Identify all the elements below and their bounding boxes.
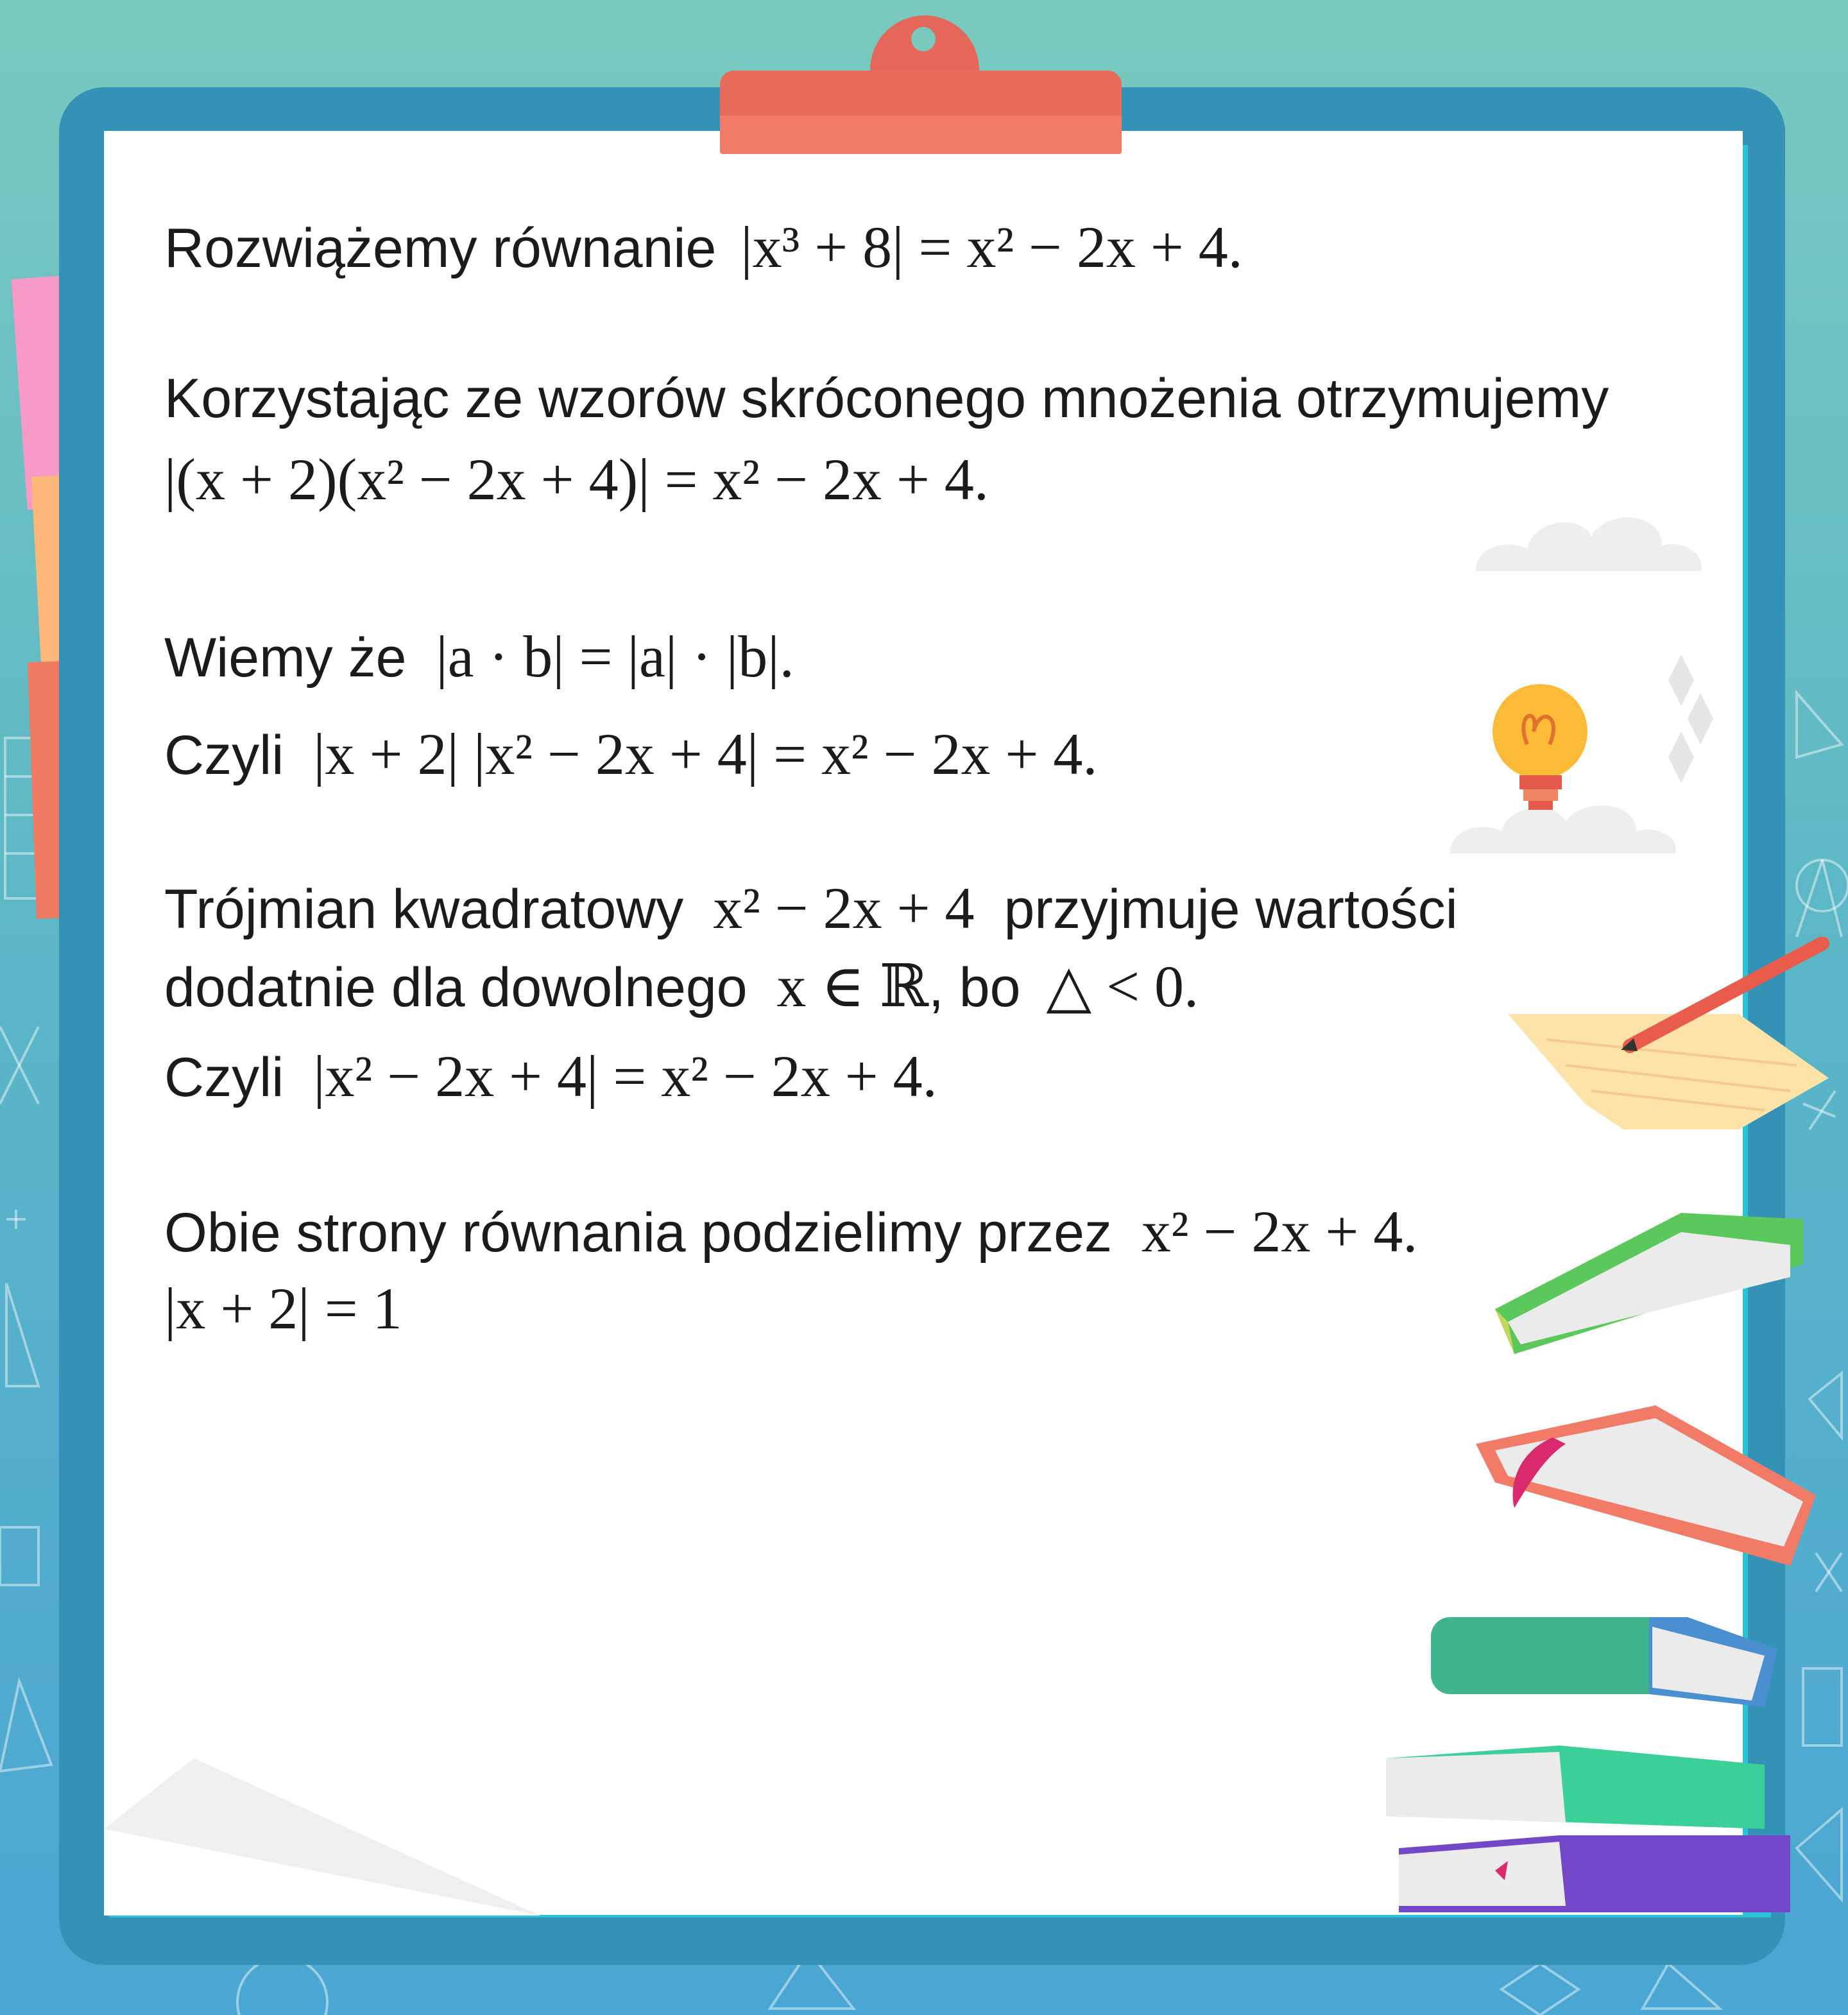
cloud-icon bbox=[1469, 501, 1713, 584]
line-5 bbox=[164, 719, 1097, 789]
line-9-text: Obie strony równania podzielimy przez bbox=[164, 1202, 1112, 1264]
line-10-math: |x + 2| = 1 bbox=[164, 1276, 402, 1341]
line-6-text-2: przyjmuje wartości bbox=[1004, 879, 1458, 940]
line-6-math: x² − 2x + 4 bbox=[713, 875, 975, 941]
book-red-icon bbox=[1469, 1405, 1822, 1572]
book-teal-icon bbox=[1431, 1611, 1777, 1713]
paper-curl bbox=[104, 1752, 553, 1919]
line-3-math: |(x + 2)(x² − 2x + 4)| = x² − 2x + 4. bbox=[164, 447, 989, 512]
diamonds-icon bbox=[1656, 655, 1726, 783]
line-9-math: x² − 2x + 4. bbox=[1141, 1199, 1418, 1264]
line-6-text: Trójmian kwadratowy bbox=[164, 879, 684, 940]
line-2 bbox=[164, 363, 1609, 434]
clip-hole bbox=[911, 27, 936, 51]
line-8 bbox=[164, 1041, 937, 1111]
line-7-text: dodatnie dla dowolnego bbox=[164, 957, 748, 1018]
line-9 bbox=[164, 1196, 1417, 1267]
clip-shade bbox=[720, 71, 1122, 116]
line-7-text-2: , bo bbox=[928, 957, 1021, 1018]
line-2-text: Korzystając ze wzorów skróconego mnożenia otrzymujemy bbox=[164, 368, 1609, 429]
line-7-math-2: △ < 0. bbox=[1046, 954, 1199, 1019]
line-7-math: x ∈ ℝ bbox=[776, 954, 929, 1019]
line-7 bbox=[164, 951, 1199, 1022]
line-6 bbox=[164, 873, 1458, 943]
line-4-math: |a · b| = |a| · |b|. bbox=[436, 624, 794, 689]
line-5-math: |x + 2| |x² − 2x + 4| = x² − 2x + 4. bbox=[313, 721, 1098, 787]
line-8-text: Czyli bbox=[164, 1047, 284, 1108]
line-8-math: |x² − 2x + 4| = x² − 2x + 4. bbox=[313, 1043, 937, 1109]
line-1 bbox=[164, 212, 1243, 282]
line-5-text: Czyli bbox=[164, 725, 284, 786]
pencil-paper-icon bbox=[1508, 937, 1835, 1142]
line-4-text: Wiemy że bbox=[164, 627, 407, 689]
line-3 bbox=[164, 444, 989, 515]
line-1-text: Rozwiążemy równanie bbox=[164, 218, 717, 279]
line-4 bbox=[164, 621, 794, 692]
line-10 bbox=[164, 1273, 402, 1344]
line-1-math: |x³ + 8| = x² − 2x + 4. bbox=[740, 214, 1243, 280]
book-stack-icon bbox=[1380, 1739, 1790, 1919]
book-green-icon bbox=[1489, 1206, 1810, 1360]
lightbulb-icon bbox=[1444, 667, 1688, 860]
